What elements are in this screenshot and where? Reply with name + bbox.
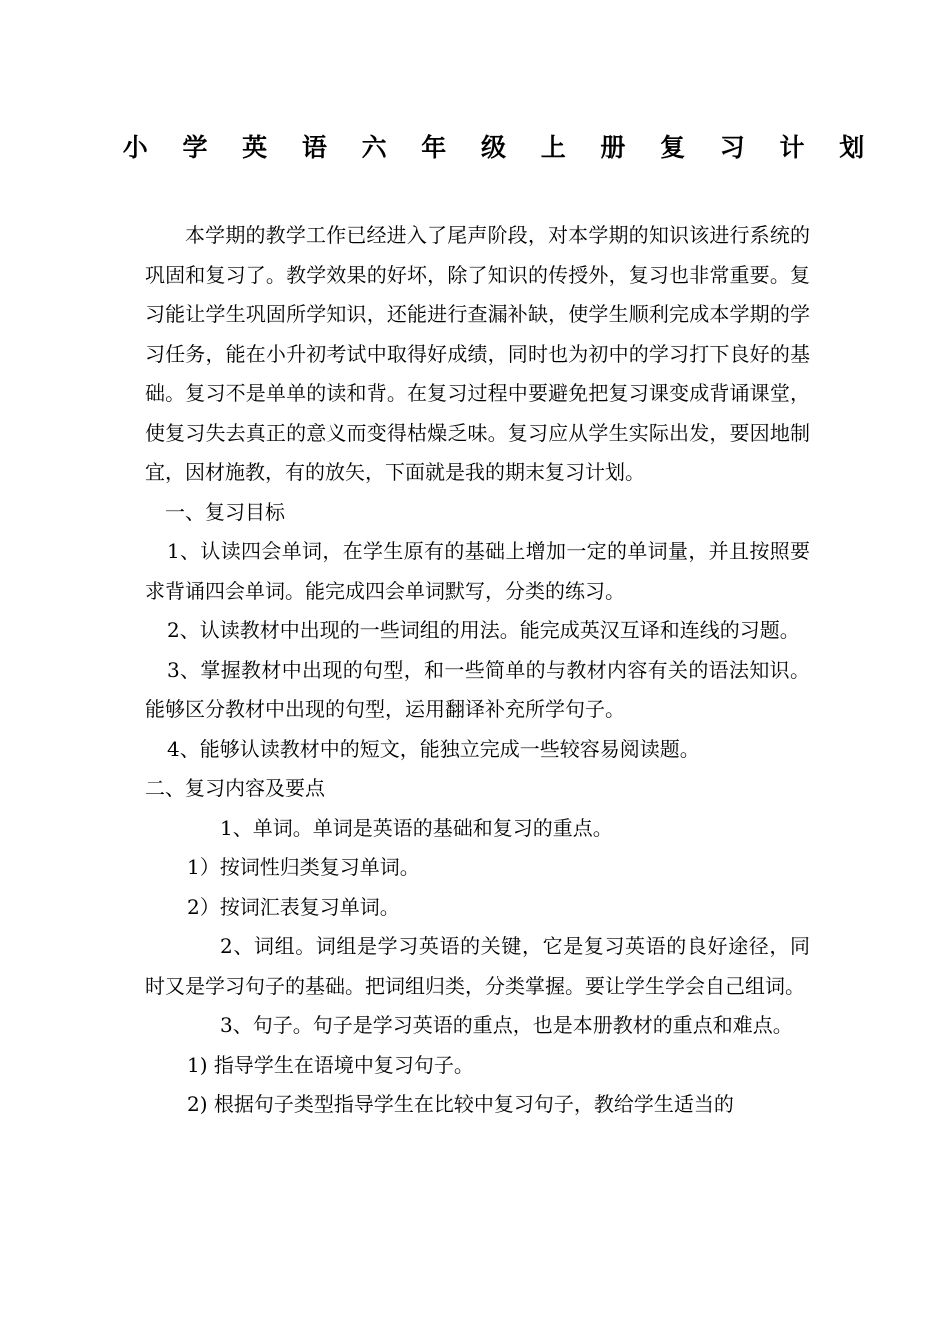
content-subitem: 1）按词性归类复习单词。 (187, 855, 420, 879)
section-heading-goals: 一、复习目标 (165, 499, 285, 524)
content-point-phrases: 2、词组。词组是学习英语的关键，它是复习英语的良好途径，同时又是学习句子的基础。把词组归类，分类掌握。要让学生学会自己组词。 (145, 934, 810, 998)
goal-item: 1、认读四会单词，在学生原有的基础上增加一定的单词量，并且按照要求背诵四会单词。能完成四会单词默写，分类的练习。 (145, 539, 810, 603)
content-point-words: 1、单词。单词是英语的基础和复习的重点。 (220, 815, 613, 840)
content-subitem: 2) 根据句子类型指导学生在比较中复习句子，教给学生适当的 (187, 1092, 734, 1116)
content-subitem: 1) 指导学生在语境中复习句子。 (187, 1052, 474, 1077)
section-heading-content: 二、复习内容及要点 (145, 776, 325, 800)
goal-item: 2、认读教材中出现的一些词组的用法。能完成英汉互译和连线的习题。 (167, 618, 800, 642)
document-body (145, 216, 810, 1125)
goal-item: 3、掌握教材中出现的句型，和一些简单的与教材内容有关的语法知识。能够区分教材中出现的句型，运用翻译补充所学句子。 (145, 657, 810, 721)
intro-paragraph: 本学期的教学工作已经进入了尾声阶段，对本学期的知识该进行系统的巩固和复习了。教学效果的好坏，除了知识的传授外，复习也非常重要。复习能让学生巩固所学知识，还能进行查漏补缺，使学生顺利完成本学期的学习任务，能在小升初考试中取得好成绩，同时也为初中的学习打下良好的基础。复习不是单单的读和背。在复习过程中要避免把复习课变成背诵课堂，使复习失去真正的意义而变得枯燥乏味。复习应从学生实际出发，要因地制宜，因材施教，有的放矢，下面就是我的期末复习计划。 (145, 223, 810, 484)
document-title: 小 学 英 语 六 年 级 上 册 复 习 计 划 (122, 133, 878, 162)
content-subitem: 2）按词汇表复习单词。 (187, 894, 400, 919)
content-point-sentences: 3、句子。句子是学习英语的重点，也是本册教材的重点和难点。 (220, 1013, 793, 1037)
goal-item: 4、能够认读教材中的短文，能独立完成一些较容易阅读题。 (167, 736, 700, 761)
